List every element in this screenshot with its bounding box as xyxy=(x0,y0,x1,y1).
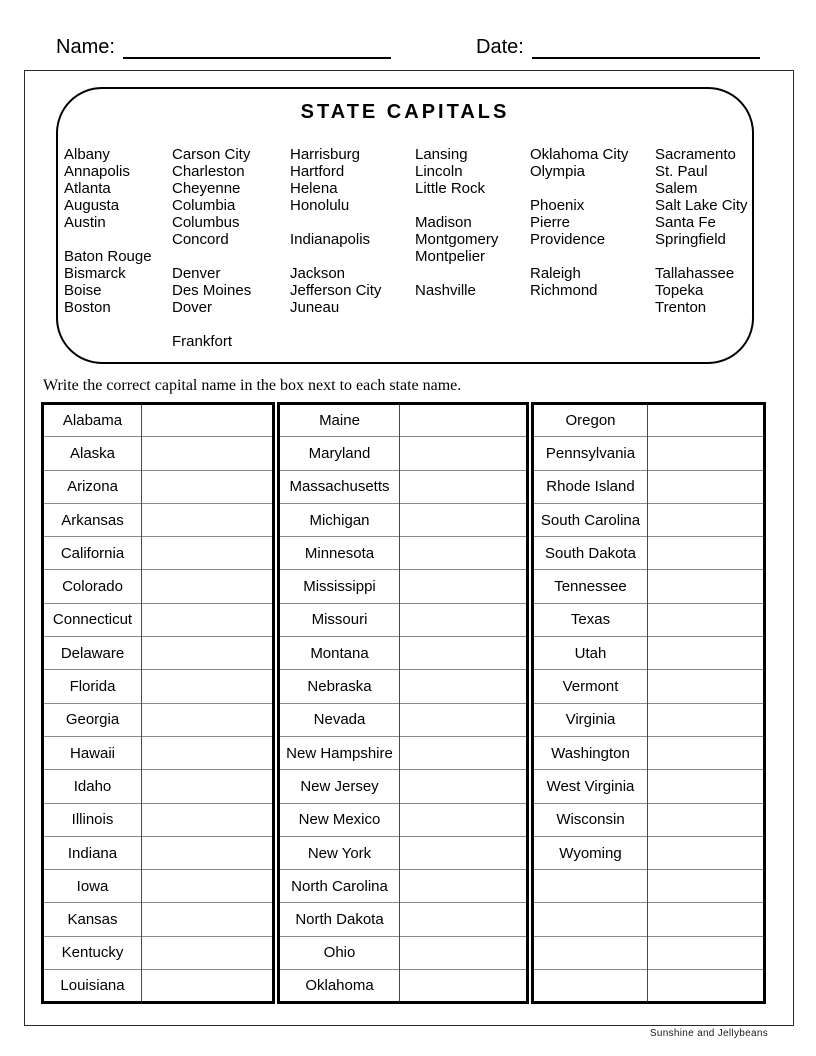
answer-input-cell[interactable] xyxy=(142,437,274,470)
state-name-cell: North Carolina xyxy=(279,870,400,903)
answer-input-cell[interactable] xyxy=(648,770,765,803)
answer-input-cell[interactable] xyxy=(400,603,528,636)
state-name-cell: Louisiana xyxy=(43,970,142,1003)
empty-state-cell xyxy=(533,970,648,1003)
answer-input-cell[interactable] xyxy=(142,770,274,803)
capital-name: Juneau xyxy=(290,299,340,316)
answers-table-group-3 xyxy=(531,402,766,1004)
capital-name: Cheyenne xyxy=(172,180,241,197)
answer-input-cell[interactable] xyxy=(400,803,528,836)
table-row xyxy=(279,603,528,636)
answer-input-cell[interactable] xyxy=(648,970,765,1003)
capital-name: Columbia xyxy=(172,197,236,214)
answer-input-cell[interactable] xyxy=(648,803,765,836)
capital-name: Austin xyxy=(64,214,106,231)
answer-input-cell[interactable] xyxy=(400,637,528,670)
word-bank-column-3 xyxy=(290,146,415,350)
state-name-cell: New Jersey xyxy=(279,770,400,803)
word-bank-title: STATE CAPITALS xyxy=(300,101,510,123)
state-name-cell: Rhode Island xyxy=(533,470,648,503)
table-row xyxy=(533,537,765,570)
answer-input-cell[interactable] xyxy=(648,670,765,703)
word-bank-spacer xyxy=(290,333,415,350)
table-row xyxy=(279,437,528,470)
state-name-cell: Alabama xyxy=(43,404,142,437)
state-name-cell: Montana xyxy=(279,637,400,670)
name-input-line[interactable] xyxy=(123,39,391,59)
answer-input-cell[interactable] xyxy=(400,836,528,869)
state-name-cell: Washington xyxy=(533,736,648,769)
state-name-cell: Maine xyxy=(279,404,400,437)
credit-text: Sunshine and Jellybeans xyxy=(649,1028,768,1039)
answer-tables xyxy=(41,402,766,1004)
table-row xyxy=(43,703,274,736)
state-name-cell: Virginia xyxy=(533,703,648,736)
table-row xyxy=(43,670,274,703)
answer-input-cell[interactable] xyxy=(400,770,528,803)
word-bank-spacer xyxy=(530,299,655,316)
table-row xyxy=(43,603,274,636)
answer-input-cell[interactable] xyxy=(142,570,274,603)
capital-name: Concord xyxy=(172,231,229,248)
table-row xyxy=(533,470,765,503)
answer-input-cell[interactable] xyxy=(648,470,765,503)
capital-name: Bismarck xyxy=(64,265,126,282)
state-name-cell: Iowa xyxy=(43,870,142,903)
table-row xyxy=(533,936,765,969)
name-label: Name: xyxy=(56,36,115,58)
table-row xyxy=(533,803,765,836)
table-row xyxy=(43,637,274,670)
answer-input-cell[interactable] xyxy=(400,670,528,703)
answer-input-cell[interactable] xyxy=(400,503,528,536)
state-name-cell: Kansas xyxy=(43,903,142,936)
table-row xyxy=(533,503,765,536)
answer-input-cell[interactable] xyxy=(142,470,274,503)
state-name-cell: New Hampshire xyxy=(279,736,400,769)
capital-name: Santa Fe xyxy=(655,214,716,231)
answer-input-cell[interactable] xyxy=(142,803,274,836)
table-row xyxy=(533,570,765,603)
capital-name: Honolulu xyxy=(290,197,350,214)
answer-input-cell[interactable] xyxy=(142,670,274,703)
table-row xyxy=(279,703,528,736)
state-name-cell: Ohio xyxy=(279,936,400,969)
answer-input-cell[interactable] xyxy=(400,970,528,1003)
capital-name: Lansing xyxy=(415,146,468,163)
state-name-cell: Wisconsin xyxy=(533,803,648,836)
capital-name: Olympia xyxy=(530,163,586,180)
capital-name: Denver xyxy=(172,265,221,282)
capital-name: Little Rock xyxy=(415,180,486,197)
capital-name: Charleston xyxy=(172,163,245,180)
answer-input-cell[interactable] xyxy=(142,970,274,1003)
table-row xyxy=(43,570,274,603)
word-bank-spacer xyxy=(530,180,655,197)
word-bank-spacer xyxy=(290,316,415,333)
table-row xyxy=(43,870,274,903)
state-name-cell: Colorado xyxy=(43,570,142,603)
date-input-line[interactable] xyxy=(532,39,760,59)
table-row xyxy=(43,537,274,570)
table-row xyxy=(43,770,274,803)
answer-input-cell[interactable] xyxy=(648,836,765,869)
state-name-cell: Delaware xyxy=(43,637,142,670)
state-name-cell: Mississippi xyxy=(279,570,400,603)
answer-input-cell[interactable] xyxy=(142,404,274,437)
answers-table-group-1 xyxy=(41,402,275,1004)
capital-name: Pierre xyxy=(530,214,571,231)
answer-input-cell[interactable] xyxy=(648,437,765,470)
capital-name: Phoenix xyxy=(530,197,585,214)
date-field xyxy=(476,36,760,59)
capital-name: Providence xyxy=(530,231,606,248)
state-name-cell: Tennessee xyxy=(533,570,648,603)
answer-input-cell[interactable] xyxy=(142,836,274,869)
state-name-cell: South Carolina xyxy=(533,503,648,536)
name-field xyxy=(56,36,391,59)
state-name-cell: West Virginia xyxy=(533,770,648,803)
state-name-cell: Nevada xyxy=(279,703,400,736)
capital-name: Salem xyxy=(655,180,698,197)
capital-name: Frankfort xyxy=(172,333,233,350)
answer-input-cell[interactable] xyxy=(648,870,765,903)
capital-name: Nashville xyxy=(415,282,476,299)
table-row xyxy=(533,603,765,636)
capital-name: Trenton xyxy=(655,299,707,316)
word-bank-spacer xyxy=(172,248,290,265)
table-row xyxy=(43,836,274,869)
word-bank-spacer xyxy=(64,316,172,333)
word-bank-spacer xyxy=(415,197,530,214)
state-name-cell: Pennsylvania xyxy=(533,437,648,470)
answer-input-cell[interactable] xyxy=(400,570,528,603)
capital-name: Boston xyxy=(64,299,111,316)
word-bank-spacer xyxy=(530,248,655,265)
empty-state-cell xyxy=(533,936,648,969)
table-row xyxy=(533,736,765,769)
state-name-cell: Nebraska xyxy=(279,670,400,703)
answer-input-cell[interactable] xyxy=(648,903,765,936)
capital-name: Springfield xyxy=(655,231,726,248)
word-bank-column-1 xyxy=(64,146,172,350)
word-bank-box xyxy=(56,87,754,364)
table-row xyxy=(279,537,528,570)
capital-name: Montgomery xyxy=(415,231,499,248)
capital-name: St. Paul xyxy=(655,163,708,180)
date-label: Date: xyxy=(476,36,524,58)
capital-name: Carson City xyxy=(172,146,251,163)
state-name-cell: California xyxy=(43,537,142,570)
table-row xyxy=(279,470,528,503)
capital-name: Madison xyxy=(415,214,472,231)
state-name-cell: Missouri xyxy=(279,603,400,636)
answer-input-cell[interactable] xyxy=(648,703,765,736)
answer-input-cell[interactable] xyxy=(142,637,274,670)
answer-input-cell[interactable] xyxy=(400,736,528,769)
answer-input-cell[interactable] xyxy=(648,404,765,437)
table-row xyxy=(43,470,274,503)
word-bank-spacer xyxy=(290,248,415,265)
state-name-cell: Michigan xyxy=(279,503,400,536)
empty-state-cell xyxy=(533,903,648,936)
word-bank-spacer xyxy=(530,333,655,350)
state-name-cell: Texas xyxy=(533,603,648,636)
table-row xyxy=(43,903,274,936)
capital-name: Raleigh xyxy=(530,265,581,282)
capital-name: Lincoln xyxy=(415,163,463,180)
table-row xyxy=(279,936,528,969)
state-name-cell: Wyoming xyxy=(533,836,648,869)
table-row xyxy=(279,637,528,670)
table-row xyxy=(279,503,528,536)
state-name-cell: Florida xyxy=(43,670,142,703)
state-name-cell: New Mexico xyxy=(279,803,400,836)
word-bank-spacer xyxy=(415,316,530,333)
table-row xyxy=(533,670,765,703)
state-name-cell: Maryland xyxy=(279,437,400,470)
table-row xyxy=(279,670,528,703)
capital-name: Montpelier xyxy=(415,248,486,265)
answer-input-cell[interactable] xyxy=(400,936,528,969)
word-bank-column-4 xyxy=(415,146,530,350)
state-name-cell: Arizona xyxy=(43,470,142,503)
answer-input-cell[interactable] xyxy=(142,503,274,536)
capital-name: Tallahassee xyxy=(655,265,735,282)
capital-name: Augusta xyxy=(64,197,120,214)
word-bank-spacer xyxy=(415,265,530,282)
capital-name: Helena xyxy=(290,180,338,197)
table-row xyxy=(533,437,765,470)
state-name-cell: Indiana xyxy=(43,836,142,869)
state-name-cell: Massachusetts xyxy=(279,470,400,503)
capital-name: Hartford xyxy=(290,163,345,180)
state-name-cell: Idaho xyxy=(43,770,142,803)
table-row xyxy=(533,903,765,936)
table-row xyxy=(43,437,274,470)
answer-input-cell[interactable] xyxy=(400,903,528,936)
table-row xyxy=(279,870,528,903)
answer-input-cell[interactable] xyxy=(142,736,274,769)
capital-name: Oklahoma City xyxy=(530,146,629,163)
table-row xyxy=(279,836,528,869)
word-bank-spacer xyxy=(64,231,172,248)
table-row xyxy=(279,736,528,769)
answer-input-cell[interactable] xyxy=(142,903,274,936)
answer-input-cell[interactable] xyxy=(142,703,274,736)
answer-input-cell[interactable] xyxy=(142,936,274,969)
capital-name: Indianapolis xyxy=(290,231,371,248)
capital-name: Topeka xyxy=(655,282,704,299)
answer-input-cell[interactable] xyxy=(648,503,765,536)
state-name-cell: North Dakota xyxy=(279,903,400,936)
state-name-cell: Oregon xyxy=(533,404,648,437)
table-row xyxy=(43,404,274,437)
capital-name: Atlanta xyxy=(64,180,111,197)
word-bank-spacer xyxy=(655,316,752,333)
word-bank-columns xyxy=(64,146,752,350)
table-row xyxy=(279,903,528,936)
state-name-cell: Georgia xyxy=(43,703,142,736)
word-bank-column-5 xyxy=(530,146,655,350)
answer-input-cell[interactable] xyxy=(400,703,528,736)
state-name-cell: Minnesota xyxy=(279,537,400,570)
answer-input-cell[interactable] xyxy=(142,537,274,570)
word-bank-spacer xyxy=(530,316,655,333)
answer-input-cell[interactable] xyxy=(400,404,528,437)
answer-input-cell[interactable] xyxy=(400,470,528,503)
capital-name: Dover xyxy=(172,299,213,316)
capital-name: Baton Rouge xyxy=(64,248,152,265)
answer-input-cell[interactable] xyxy=(648,637,765,670)
table-row xyxy=(279,770,528,803)
answers-table-group-2 xyxy=(277,402,529,1004)
state-name-cell: Illinois xyxy=(43,803,142,836)
capital-name: Richmond xyxy=(530,282,598,299)
word-bank-column-6 xyxy=(655,146,752,350)
state-name-cell: Connecticut xyxy=(43,603,142,636)
table-row xyxy=(533,404,765,437)
state-name-cell: Kentucky xyxy=(43,936,142,969)
state-name-cell: Alaska xyxy=(43,437,142,470)
content-frame xyxy=(24,70,794,1026)
capital-name: Salt Lake City xyxy=(655,197,748,214)
table-row xyxy=(279,570,528,603)
answer-input-cell[interactable] xyxy=(400,537,528,570)
state-name-cell: Hawaii xyxy=(43,736,142,769)
table-row xyxy=(533,870,765,903)
table-row xyxy=(43,936,274,969)
table-row xyxy=(533,703,765,736)
state-name-cell: Vermont xyxy=(533,670,648,703)
state-name-cell: Arkansas xyxy=(43,503,142,536)
table-row xyxy=(43,503,274,536)
answer-input-cell[interactable] xyxy=(648,603,765,636)
answer-input-cell[interactable] xyxy=(142,870,274,903)
word-bank-spacer xyxy=(172,316,290,333)
empty-state-cell xyxy=(533,870,648,903)
answer-input-cell[interactable] xyxy=(400,437,528,470)
answer-input-cell[interactable] xyxy=(142,603,274,636)
table-row xyxy=(43,970,274,1003)
table-row xyxy=(279,404,528,437)
instructions-text: Write the correct capital name in the box next to each state name. xyxy=(43,377,462,394)
capital-name: Jefferson City xyxy=(290,282,382,299)
table-row xyxy=(43,736,274,769)
state-name-cell: South Dakota xyxy=(533,537,648,570)
word-bank-spacer xyxy=(415,299,530,316)
word-bank-spacer xyxy=(290,214,415,231)
table-row xyxy=(533,836,765,869)
answer-input-cell[interactable] xyxy=(648,736,765,769)
answer-input-cell[interactable] xyxy=(400,870,528,903)
capital-name: Albany xyxy=(64,146,110,163)
capital-name: Harrisburg xyxy=(290,146,361,163)
table-row xyxy=(533,970,765,1003)
answer-input-cell[interactable] xyxy=(648,570,765,603)
state-name-cell: New York xyxy=(279,836,400,869)
capital-name: Annapolis xyxy=(64,163,130,180)
capital-name: Jackson xyxy=(290,265,346,282)
word-bank-spacer xyxy=(64,333,172,350)
word-bank-spacer xyxy=(415,333,530,350)
capital-name: Sacramento xyxy=(655,146,736,163)
capital-name: Des Moines xyxy=(172,282,252,299)
word-bank-spacer xyxy=(655,248,752,265)
table-row xyxy=(533,637,765,670)
word-bank-spacer xyxy=(655,333,752,350)
table-row xyxy=(279,803,528,836)
table-row xyxy=(533,770,765,803)
capital-name: Columbus xyxy=(172,214,240,231)
table-row xyxy=(43,803,274,836)
state-name-cell: Utah xyxy=(533,637,648,670)
table-row xyxy=(279,970,528,1003)
word-bank-column-2 xyxy=(172,146,290,350)
state-name-cell: Oklahoma xyxy=(279,970,400,1003)
answer-input-cell[interactable] xyxy=(648,537,765,570)
answer-input-cell[interactable] xyxy=(648,936,765,969)
capital-name: Boise xyxy=(64,282,102,299)
